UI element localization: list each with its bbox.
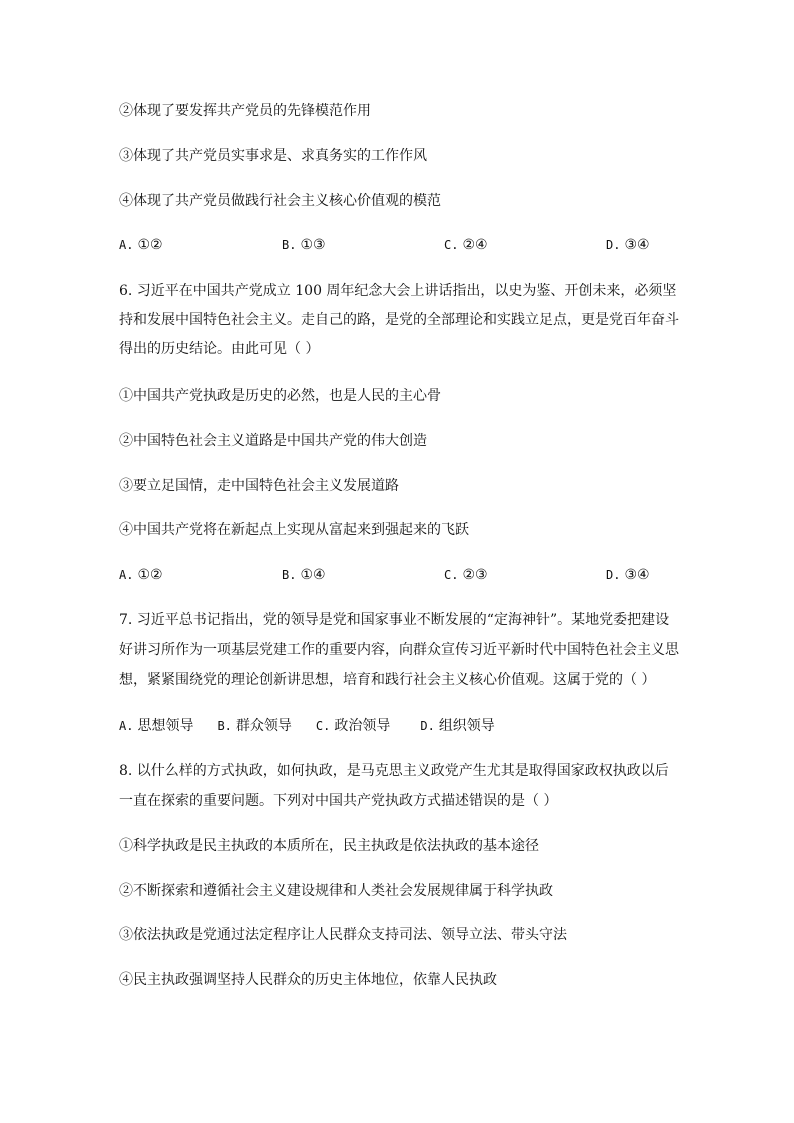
q7-stem-line-1: 7. 习近平总书记指出，党的领导是党和国家事业不断发展的“定海神针”。某地党委把建设	[119, 612, 670, 628]
q5-option-a[interactable]: A. ①②	[119, 237, 163, 253]
q5-options	[119, 235, 679, 255]
q6-option-a[interactable]: A. ①②	[119, 567, 163, 583]
q6-option-b[interactable]: B. ①④	[282, 567, 326, 583]
q6-item-1: ①中国共产党执政是历史的必然，也是人民的主心骨	[119, 388, 441, 404]
q7-option-c[interactable]: C. 政治领导	[315, 718, 391, 734]
q5-option-c[interactable]: C. ②④	[444, 237, 488, 253]
q5-item-3: ③体现了共产党员实事求是、求真务实的工作作风	[119, 148, 427, 164]
q5-item-4: ④体现了共产党员做践行社会主义核心价值观的模范	[119, 193, 441, 209]
q8-item-2: ②不断探索和遵循社会主义建设规律和人类社会发展规律属于科学执政	[119, 883, 553, 899]
q7-options	[119, 716, 495, 736]
q6-item-3: ③要立足国情，走中国特色社会主义发展道路	[119, 478, 399, 494]
q7-option-b[interactable]: B. 群众领导	[217, 718, 292, 734]
q6-stem-line-1: 6. 习近平在中国共产党成立 100 周年纪念大会上讲话指出，以史为鉴、开创未来，必须坚	[119, 283, 677, 299]
q7-stem-line-2: 好讲习所作为一项基层党建工作的重要内容，向群众宣传习近平新时代中国特色社会主义思	[119, 642, 679, 658]
q8-item-4: ④民主执政强调坚持人民群众的历史主体地位，依靠人民执政	[119, 972, 497, 988]
q6-stem-line-3: 得出的历史结论。由此可见（ ）	[119, 341, 320, 357]
q6-option-d[interactable]: D. ③④	[606, 567, 650, 583]
q8-item-3: ③依法执政是党通过法定程序让人民群众支持司法、领导立法、带头守法	[119, 927, 567, 943]
q5-option-b[interactable]: B. ①③	[282, 237, 326, 253]
q7-option-d[interactable]: D. 组织领导	[420, 718, 495, 734]
q8-item-1: ①科学执政是民主执政的本质所在，民主执政是依法执政的基本途径	[119, 838, 539, 854]
q7-option-a[interactable]: A. 思想领导	[119, 718, 194, 734]
q6-option-c[interactable]: C. ②③	[444, 567, 488, 583]
q5-item-2: ②体现了要发挥共产党员的先锋模范作用	[119, 103, 371, 119]
q6-item-2: ②中国特色社会主义道路是中国共产党的伟大创造	[119, 433, 427, 449]
q8-stem-line-1: 8. 以什么样的方式执政，如何执政，是马克思主义政党产生尤其是取得国家政权执政以后	[119, 763, 669, 779]
q6-options	[119, 565, 679, 585]
q7-stem-line-3: 想，紧紧围绕党的理论创新讲思想，培育和践行社会主义核心价值观。这属于党的（ ）	[119, 672, 656, 688]
q5-option-d[interactable]: D. ③④	[606, 237, 650, 253]
q8-stem-line-2: 一直在探索的重要问题。下列对中国共产党执政方式描述错误的是（ ）	[119, 793, 558, 809]
q6-item-4: ④中国共产党将在新起点上实现从富起来到强起来的飞跃	[119, 522, 469, 538]
q6-stem-line-2: 持和发展中国特色社会主义。走自己的路，是党的全部理论和实践立足点，更是党百年奋斗	[119, 312, 679, 328]
